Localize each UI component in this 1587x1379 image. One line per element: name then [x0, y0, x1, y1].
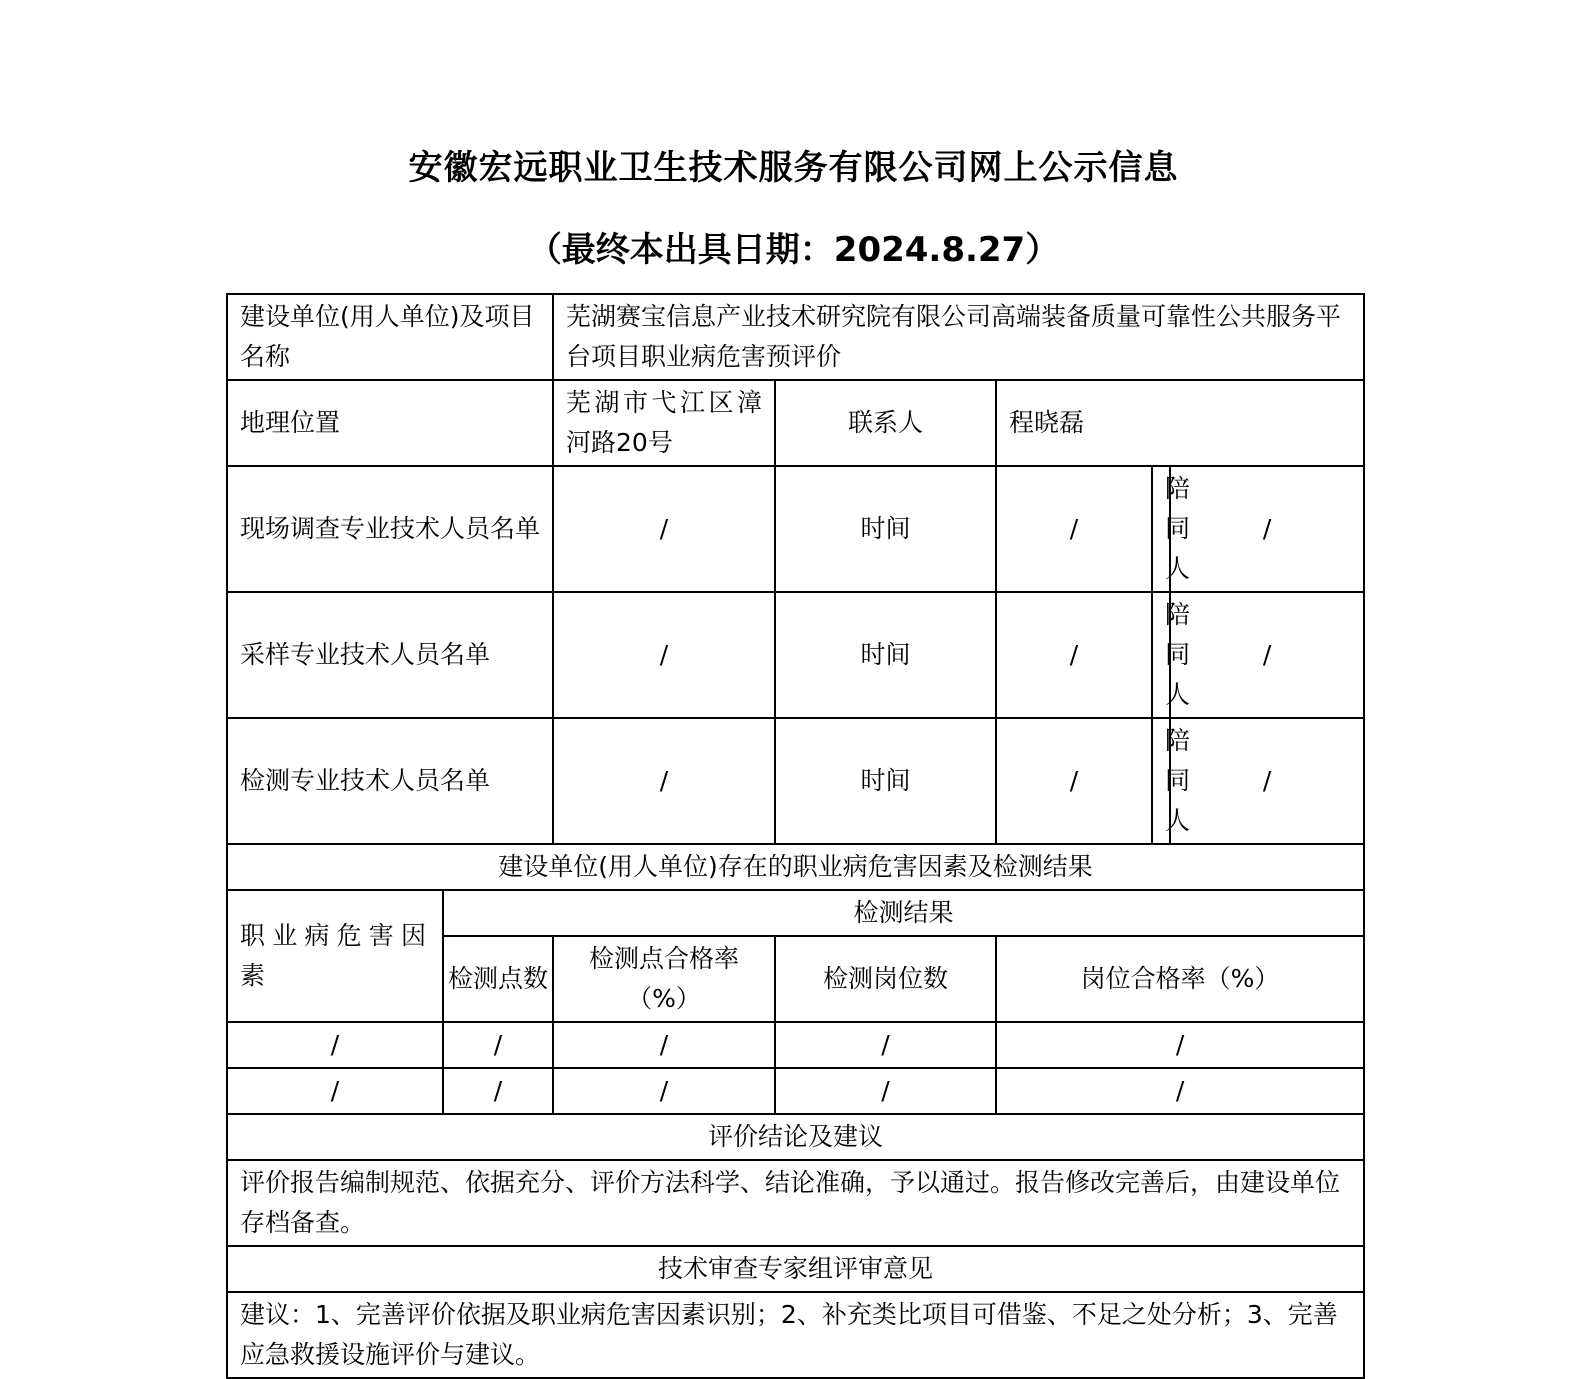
conclusion-title-row — [227, 1114, 1364, 1160]
hazard-section-title-row — [227, 844, 1364, 890]
staff-names: / — [553, 592, 775, 718]
expert-review-title-row — [227, 1246, 1364, 1292]
conclusion-title: 评价结论及建议 — [227, 1114, 1364, 1160]
staff-label: 检测专业技术人员名单 — [227, 718, 553, 844]
project-label: 建设单位(用人单位)及项目名称 — [227, 294, 553, 380]
time-value: / — [996, 718, 1152, 844]
hazard-cell: / — [443, 1022, 553, 1068]
staff-label: 现场调查专业技术人员名单 — [227, 466, 553, 592]
contact-value: 程晓磊 — [996, 380, 1364, 466]
staff-row — [227, 466, 1364, 592]
time-label: 时间 — [775, 466, 996, 592]
results-header: 检测结果 — [443, 890, 1364, 936]
column-header: 检测岗位数 — [775, 936, 996, 1022]
companion-value: / — [1170, 592, 1364, 718]
hazard-cell: / — [996, 1022, 1364, 1068]
hazard-header-row — [227, 890, 1364, 936]
expert-review-text: 建议：1、完善评价依据及职业病危害因素识别；2、补充类比项目可借鉴、不足之处分析；3、完善应急救援设施评价与建议。 — [227, 1292, 1364, 1378]
time-value: / — [996, 592, 1152, 718]
hazard-result-row — [227, 1068, 1364, 1114]
column-header: 检测点合格率（%） — [553, 936, 775, 1022]
hazard-cell: / — [996, 1068, 1364, 1114]
companion-label: 陪同人 — [1152, 718, 1170, 844]
project-row — [227, 294, 1364, 380]
staff-row — [227, 718, 1364, 844]
column-header: 检测点数 — [443, 936, 553, 1022]
hazard-cell: / — [553, 1068, 775, 1114]
staff-names: / — [553, 718, 775, 844]
issue-date-subtitle: （最终本出具日期：2024.8.27） — [527, 230, 1060, 270]
companion-value: / — [1170, 466, 1364, 592]
hazard-cell: / — [553, 1022, 775, 1068]
time-label: 时间 — [775, 718, 996, 844]
hazard-result-row — [227, 1022, 1364, 1068]
hazard-factor-header: 职业病危害因素 — [227, 890, 443, 1022]
hazard-cell: / — [227, 1022, 443, 1068]
time-value: / — [996, 466, 1152, 592]
info-table — [226, 293, 1365, 1379]
conclusion-text-row — [227, 1160, 1364, 1246]
hazard-section-title: 建设单位(用人单位)存在的职业病危害因素及检测结果 — [227, 844, 1364, 890]
expert-review-title: 技术审查专家组评审意见 — [227, 1246, 1364, 1292]
staff-row — [227, 592, 1364, 718]
hazard-cell: / — [775, 1068, 996, 1114]
hazard-cell: / — [443, 1068, 553, 1114]
location-row — [227, 380, 1364, 466]
hazard-cell: / — [227, 1068, 443, 1114]
staff-names: / — [553, 466, 775, 592]
staff-label: 采样专业技术人员名单 — [227, 592, 553, 718]
location-value: 芜湖市弋江区漳河路20号 — [553, 380, 775, 466]
companion-value: / — [1170, 718, 1364, 844]
project-name: 芜湖赛宝信息产业技术研究院有限公司高端装备质量可靠性公共服务平台项目职业病危害预评价 — [553, 294, 1364, 380]
conclusion-text: 评价报告编制规范、依据充分、评价方法科学、结论准确，予以通过。报告修改完善后，由建设单位存档备查。 — [227, 1160, 1364, 1246]
time-label: 时间 — [775, 592, 996, 718]
column-header: 岗位合格率（%） — [996, 936, 1364, 1022]
companion-label: 陪同人 — [1152, 592, 1170, 718]
expert-review-text-row — [227, 1292, 1364, 1378]
document-title: 安徽宏远职业卫生技术服务有限公司网上公示信息 — [408, 148, 1179, 188]
contact-label: 联系人 — [775, 380, 996, 466]
hazard-cell: / — [775, 1022, 996, 1068]
location-label: 地理位置 — [227, 380, 553, 466]
companion-label: 陪同人 — [1152, 466, 1170, 592]
